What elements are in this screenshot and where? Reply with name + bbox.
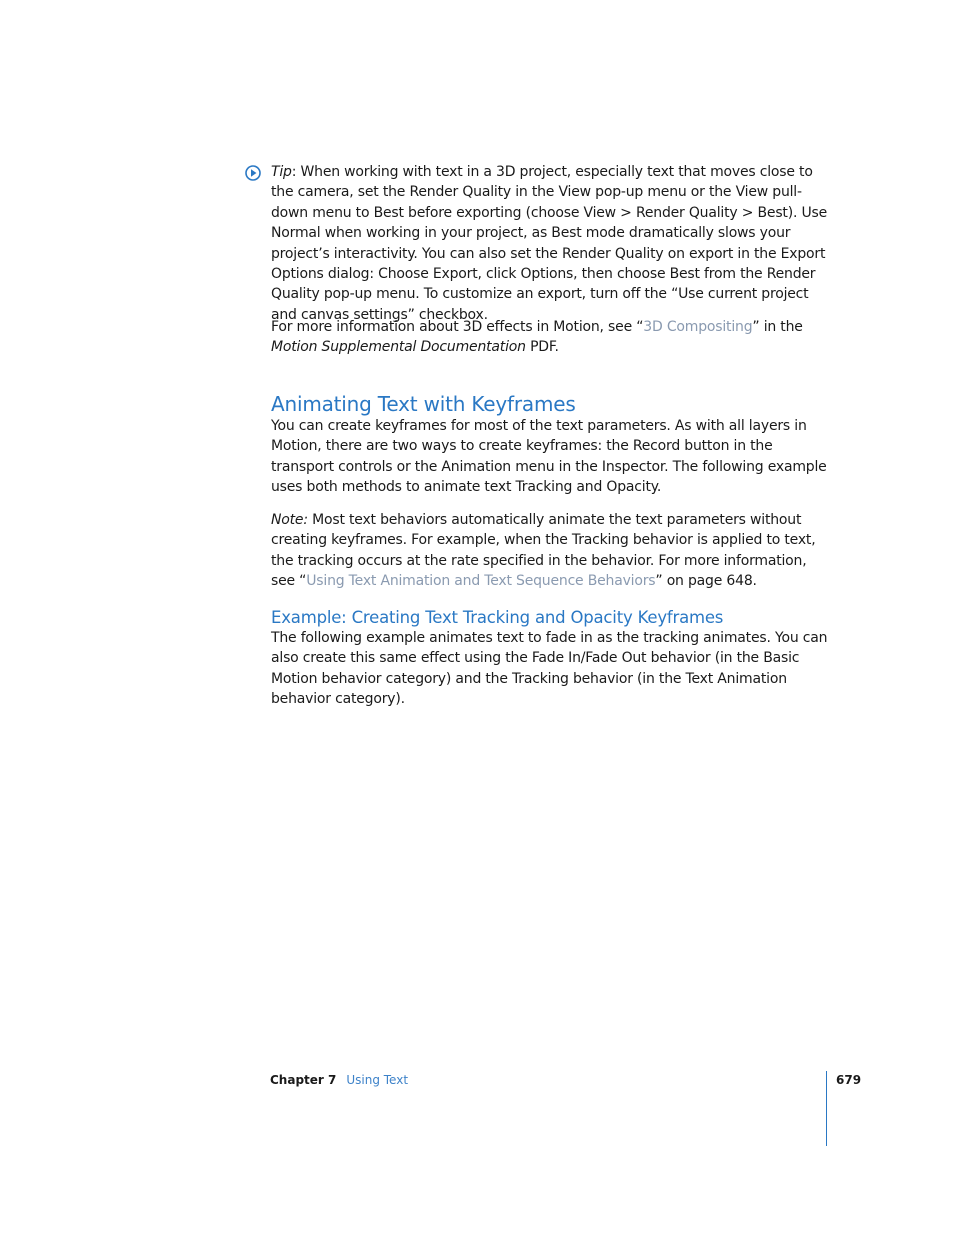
tip-paragraph <box>271 162 831 325</box>
example-paragraph: The following example animates text to fade in as the tracking animates. You can also create this same effect using the Fade In/Fade Out behavior (in the Basic Motion behavior category) and the Tracking behavior (in the Text Animation behavior category). <box>271 630 828 708</box>
info-paragraph <box>271 317 831 358</box>
doc-title: Motion Supplemental Documentation <box>271 339 526 356</box>
link-text-animation-behaviors[interactable]: Using Text Animation and Text Sequence Behaviors <box>306 573 656 590</box>
link-3d-compositing[interactable]: 3D Compositing <box>643 319 753 335</box>
page-number: 679 <box>836 1073 862 1087</box>
chapter-title-link[interactable]: Using Text <box>346 1073 409 1087</box>
note-text: Most text behaviors automatically animate the text parameters without creating keyframes. For example, when the Tracking behavior is applied to text, the tracking occurs at the rate specified in the behavior. For more information, see “ <box>271 512 816 590</box>
tip-arrow-icon <box>245 165 261 181</box>
footer-divider <box>826 1071 827 1146</box>
note-label: Note: <box>271 512 308 528</box>
example-heading: Example: Creating Text Tracking and Opacity Keyframes <box>271 608 724 627</box>
info-text-after: PDF. <box>525 339 559 356</box>
tip-label: Tip <box>271 164 292 180</box>
note-paragraph <box>271 510 831 592</box>
section-intro: You can create keyframes for most of the text parameters. As with all layers in Motion, there are two ways to create keyframes: the Record button in the transport controls or the Animation menu in the Inspector. The following example uses both methods to animate text Tracking and Opacity. <box>271 418 827 496</box>
footer-chapter <box>270 1072 408 1088</box>
tip-text: : When working with text in a 3D project, especially text that moves close to the camera, set the Render Quality in the View pop-up menu or the View pull-down menu to Best before exporting (choose View > Render Quality > Best). Use Normal when working in your project, as Best mode dramatically slows your project’s interactivity. You can also set the Render Quality on export in the Export Options dialog: Choose Export, click Options, then choose Best from the Render Quality pop-up menu. To customize an export, turn off the “Use current project and canvas settings” checkbox. <box>271 164 828 323</box>
note-text-after: ” on page 648. <box>655 573 757 590</box>
chapter-label: Chapter 7 <box>270 1073 337 1087</box>
info-text-before: For more information about 3D effects in Motion, see “ <box>271 319 644 335</box>
info-text-middle: ” in the <box>752 319 803 335</box>
section-heading: Animating Text with Keyframes <box>271 392 576 416</box>
